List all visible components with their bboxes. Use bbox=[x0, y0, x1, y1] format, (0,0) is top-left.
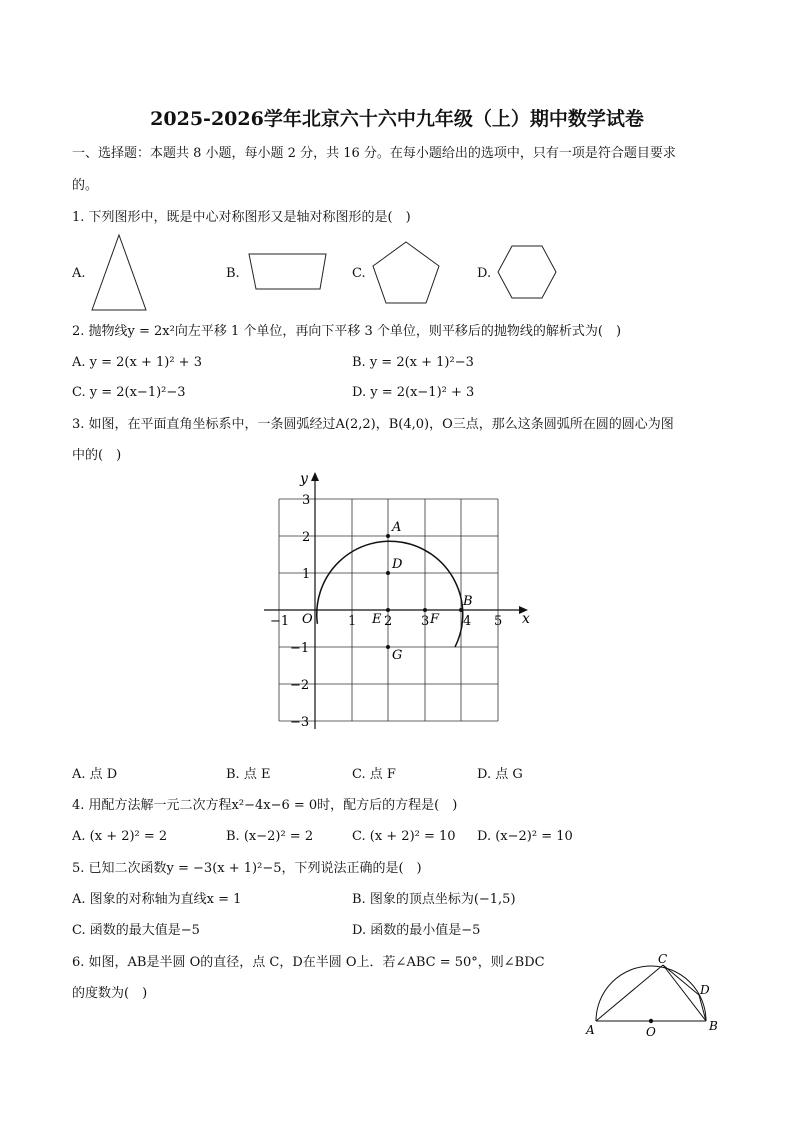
q3-origin-label: O bbox=[302, 612, 313, 627]
q3-point-g bbox=[386, 645, 390, 649]
q5-stem: 5. 已知二次函数y = −3(x + 1)²−5，下列说法正确的是( ) bbox=[72, 861, 422, 876]
q3-stem-line1: 3. 如图，在平面直角坐标系中，一条圆弧经过A(2,2)，B(4,0)，O三点，那么这条圆弧所在圆的圆心为图 bbox=[72, 417, 674, 432]
q6-label-c: C bbox=[658, 952, 668, 966]
q3-x-tick: 3 bbox=[421, 614, 430, 629]
q3-point-d bbox=[386, 571, 390, 575]
q1-option-c-label: C. bbox=[352, 266, 366, 281]
q2-option-a: A. y = 2(x + 1)² + 3 bbox=[72, 355, 202, 370]
q3-y-axis-arrow bbox=[311, 472, 319, 481]
q6-segment-cd bbox=[663, 965, 699, 995]
q3-stem-line2: 中的( ) bbox=[72, 448, 122, 463]
q3-option-a: A. 点 D bbox=[72, 767, 118, 782]
q3-x-tick: 4 bbox=[463, 614, 472, 629]
q3-x-tick: 1 bbox=[348, 614, 357, 629]
q1-stem: 1. 下列图形中，既是中心对称图形又是轴对称图形的是( ) bbox=[72, 210, 411, 225]
q6-label-o: O bbox=[646, 1025, 656, 1039]
q5-option-d: D. 函数的最小值是−5 bbox=[352, 923, 481, 938]
q6-semicircle-figure bbox=[582, 950, 722, 1042]
q2-stem: 2. 抛物线y = 2x²向左平移 1 个单位，再向下平移 3 个单位，则平移后的抛物线的解析式为( ) bbox=[72, 324, 622, 339]
q1-hexagon-figure bbox=[496, 244, 558, 300]
q3-coordinate-graph bbox=[260, 465, 540, 740]
q6-semicircle bbox=[596, 966, 706, 1021]
q3-point-a bbox=[386, 534, 390, 538]
q3-point-e bbox=[386, 608, 390, 612]
q5-option-a: A. 图象的对称轴为直线x = 1 bbox=[72, 892, 242, 907]
q3-y-tick: 1 bbox=[302, 567, 311, 582]
q3-y-tick: −3 bbox=[290, 715, 310, 730]
q4-option-b: B. (x−2)² = 2 bbox=[226, 829, 314, 844]
q3-option-b: B. 点 E bbox=[226, 767, 271, 782]
q3-label-b: B bbox=[463, 594, 473, 609]
q1-option-a-label: A. bbox=[72, 266, 86, 281]
q4-option-d: D. (x−2)² = 10 bbox=[477, 829, 573, 844]
q3-point-f bbox=[423, 608, 427, 612]
q3-x-tick: −1 bbox=[270, 614, 290, 629]
q4-stem: 4. 用配方法解一元二次方程x²−4x−6 = 0时，配方后的方程是( ) bbox=[72, 798, 458, 813]
section-heading-line1: 一、选择题：本题共 8 小题，每小题 2 分，共 16 分。在每小题给出的选项中，只有一项是符合题目要求 bbox=[72, 146, 676, 161]
q3-y-tick: −1 bbox=[290, 641, 310, 656]
q3-label-a: A bbox=[392, 520, 402, 535]
q3-option-c: C. 点 F bbox=[352, 767, 396, 782]
q6-stem-line1: 6. 如图，AB是半圆 O的直径，点 C，D在半圆 O上．若∠ABC = 50°，则∠BDC bbox=[72, 955, 545, 970]
q6-center-point bbox=[649, 1019, 653, 1023]
q3-label-f: F bbox=[430, 612, 440, 627]
q3-y-tick: 2 bbox=[302, 530, 311, 545]
q6-label-d: D bbox=[700, 983, 710, 997]
q5-option-c: C. 函数的最大值是−5 bbox=[72, 923, 200, 938]
q1-parallelogram-figure bbox=[244, 252, 330, 292]
q1-pentagon-figure bbox=[370, 240, 442, 306]
q2-option-c: C. y = 2(x−1)²−3 bbox=[72, 385, 186, 400]
q4-option-c: C. (x + 2)² = 10 bbox=[352, 829, 456, 844]
q6-label-b: B bbox=[709, 1019, 718, 1033]
q3-label-e: E bbox=[372, 612, 382, 627]
q1-option-d-label: D. bbox=[477, 266, 492, 281]
q3-option-d: D. 点 G bbox=[477, 767, 523, 782]
q3-y-tick: 3 bbox=[302, 493, 311, 508]
q1-option-b-label: B. bbox=[226, 266, 240, 281]
q6-segment-ac bbox=[596, 965, 663, 1021]
q6-stem-line2: 的度数为( ) bbox=[72, 986, 148, 1001]
q3-y-axis-label: y bbox=[300, 471, 308, 487]
q3-label-d: D bbox=[392, 557, 403, 572]
q4-option-a: A. (x + 2)² = 2 bbox=[72, 829, 168, 844]
q1-triangle-figure bbox=[88, 232, 150, 312]
page-title: 2025-2026学年北京六十六中九年级（上）期中数学试卷 bbox=[150, 108, 644, 130]
q2-option-b: B. y = 2(x + 1)²−3 bbox=[352, 355, 474, 370]
q3-x-tick: 2 bbox=[384, 614, 393, 629]
q3-x-axis-label: x bbox=[522, 611, 530, 627]
q3-label-g: G bbox=[392, 648, 403, 663]
q6-label-a: A bbox=[586, 1023, 595, 1037]
q5-option-b: B. 图象的顶点坐标为(−1,5) bbox=[352, 892, 516, 907]
section-heading-line2: 的。 bbox=[72, 178, 99, 193]
q3-arc bbox=[317, 541, 463, 647]
q2-option-d: D. y = 2(x−1)² + 3 bbox=[352, 385, 475, 400]
q3-y-tick: −2 bbox=[290, 678, 310, 693]
q3-x-tick: 5 bbox=[494, 614, 503, 629]
